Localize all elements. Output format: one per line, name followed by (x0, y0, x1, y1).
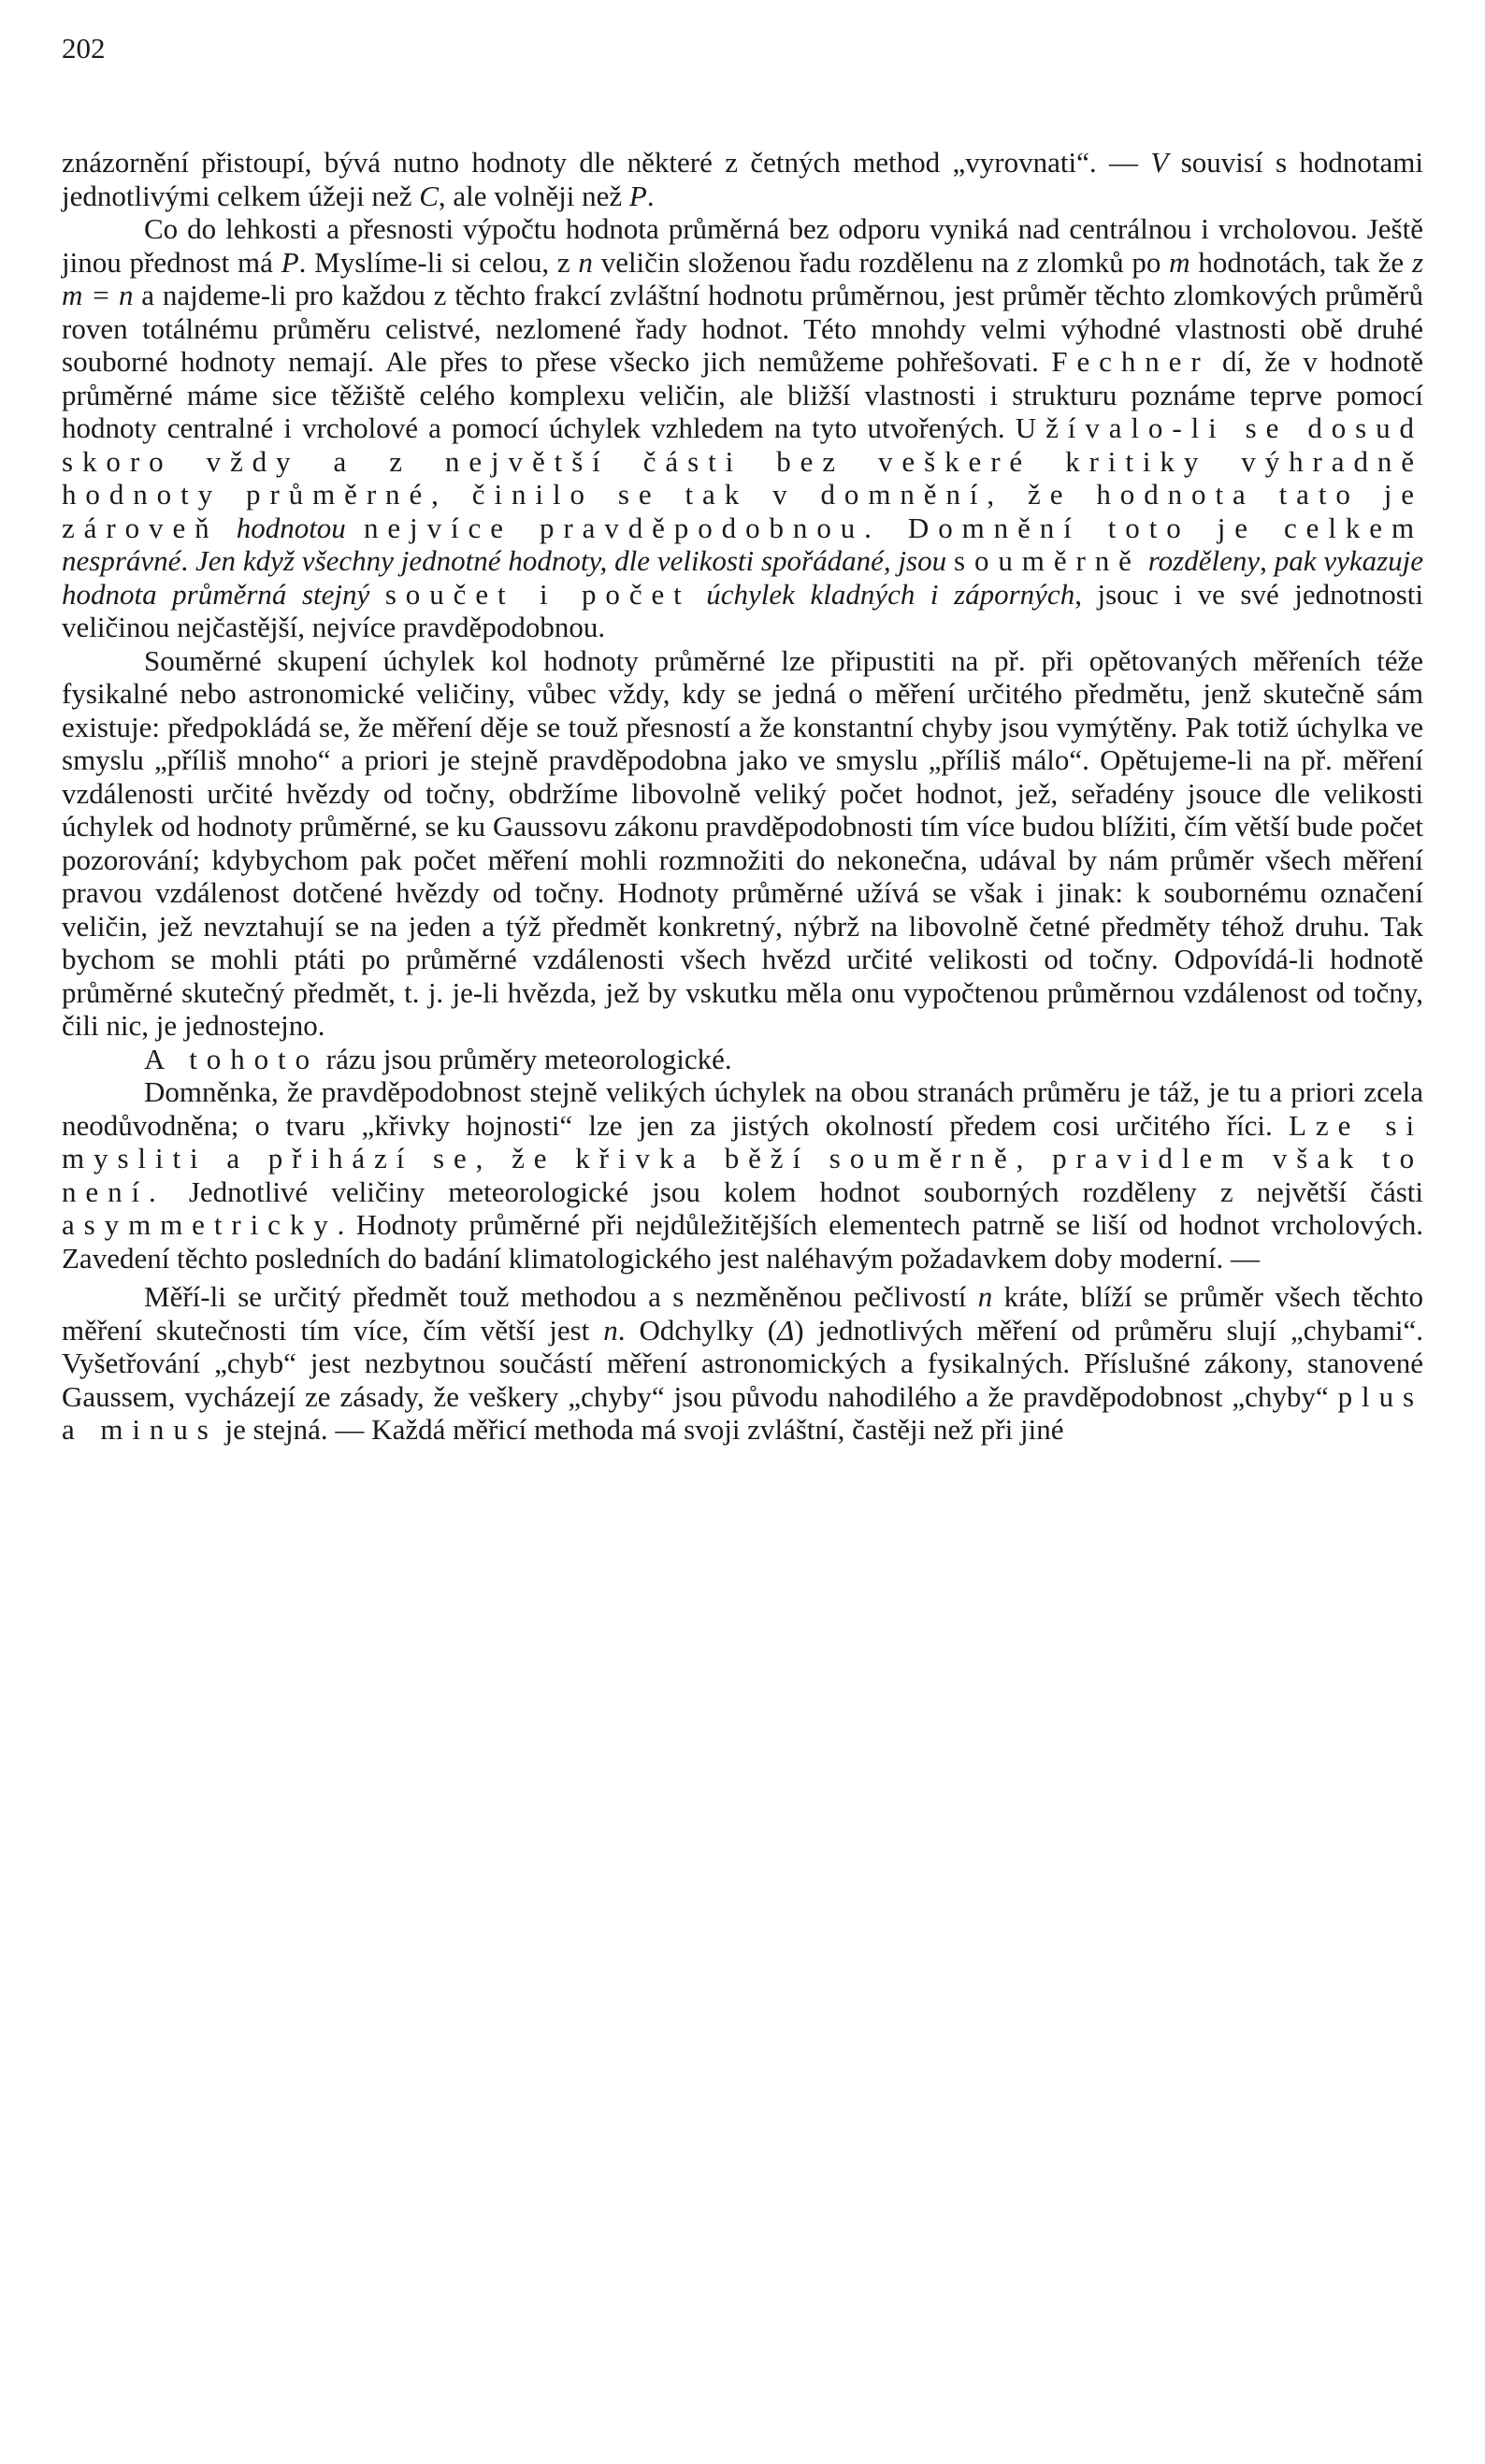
text-run (219, 512, 237, 544)
text-run: . (646, 179, 655, 212)
text-run: n (977, 1280, 993, 1313)
text-run: rozděleny (1147, 544, 1261, 577)
text-run: z m = n (62, 245, 1424, 311)
text-run: . Hodnoty průměrné při nejdůležitějších elementech patrně se liší od hodnot vrcholových. Zavedení těchto posledních do badání klimatologického jest naléhavým požadavkem doby moderní. — (62, 1208, 1423, 1275)
text-run: ) jednotlivých měření od průměru slují „chybami“. Vyšetřování „chyb“ jest nezbytnou součástí měření astronomických a fysikalných. Příslušné zákony, stanovené Gaussem, vycházejí ze zásady, že veškery „chyby“ jsou původu nahodilého a že pravděpodobnost „chyby“ (62, 1313, 1423, 1413)
text-run: . (180, 544, 196, 577)
text-run: . Odchylky ( (617, 1313, 778, 1347)
text-run: m (1169, 245, 1190, 279)
text-run: veličin složenou řadu rozdělenu na (592, 245, 1017, 279)
text-run: Δ (777, 1313, 795, 1347)
text-run (946, 544, 954, 577)
page-number: 202 (62, 32, 106, 65)
text-run: Jednotlivé veličiny meteorologické jsou kolem hodnot souborných rozděleny z největší části (165, 1174, 1423, 1208)
text-run: kráte, blíží se průměr všech těchto měření skutečnosti tím více, čím větší jest (62, 1280, 1423, 1347)
body-text (62, 146, 1423, 1447)
text-run: n (578, 245, 593, 279)
text-run: n (603, 1313, 618, 1347)
text-run: souměrně (953, 544, 1141, 577)
text-run: a najdeme-li pro každou z těchto frakcí zvláštní hodnotu průměrnou, jest průměr těchto zlomkových průměrů roven totálnému průměru celistvé, nezlomené řady hodnot. Této mnohdy velmi výhodné vlastnosti obě druhé souborné hodnoty nemají. Ale přes to přese všecko jich nemůžeme pohřešovati. (62, 279, 1424, 378)
text-run: , jsouc i ve své jednotnosti veličinou nejčastější, nejvíce pravděpodobnou. (62, 577, 1424, 643)
text-run: Měří-li se určitý předmět touž methodou a s nezměněnou pečlivostí (144, 1280, 978, 1313)
text-run: nejvíce pravděpodobnou. Domnění toto je celkem (363, 511, 1424, 544)
paragraph-4 (62, 1043, 1423, 1076)
text-run: asymmetricky (62, 1208, 338, 1241)
text-run: je stejná. — Každá měřicí methoda má svoji zvláštní, častěji než při jiné (217, 1413, 1064, 1446)
text-run: plus a minus (62, 1379, 1423, 1446)
text-run: znázornění přistoupí, bývá nutno hodnoty dle některé z četných method „vyrovnati“. — (62, 146, 1151, 179)
text-run: rázu jsou průměry meteorologické. (319, 1042, 732, 1075)
text-run: souvisí s hodnotami jednotlivými celkem úžeji než (62, 146, 1424, 212)
text-run: . Myslíme-li si celou, z (298, 245, 579, 279)
text-run: pak vykazuje hodnota průměrná stejný (62, 544, 1424, 611)
text-run: C (419, 179, 439, 212)
text-run: hodnotou (236, 511, 346, 544)
document-page (62, 28, 1423, 1447)
text-run: součet i počet (384, 577, 691, 611)
paragraph-5 (62, 1075, 1423, 1275)
text-run: Souměrné skupení úchylek kol hodnoty průměrné lze připustiti na př. při opětovaných měřeních téže fysikalné nebo astronomické veličiny, vůbec vždy, kdy se jedná o měření určitého předmětu, jenž skutečně sám existuje: předpokládá se, že měření děje se touž přesností a že konstantní chyby jsou vymýtěny. Pak totiž úchylka ve smyslu „příliš mnoho“ a priori je stejně pravděpodobna jako ve smyslu „příliš málo“. Opětujeme-li na př. měření vzdálenosti určité hvězdy od točny, obdržíme libovolně veliký počet hodnot, jež, seřadény jsouce dle velikosti úchylek od hodnoty průměrné, se ku Gaussovu zákonu pravděpodobnosti tím více budou blížiti, čím větší bude počet pozorování; kdybychom pak počet měření mohli rozmnožiti do nekonečna, udával by nám průměr všech měření pravou vzdálenost dotčené hvězdy od točny. Hodnoty průměrné užívá se však i jinak: k soubornému označení veličin, jež nevztahují se na jeden a týž předmět konkretný, nýbrž na libovolně četné předměty téhož druhu. Tak bychom se mohli ptáti po průměrné vzdálenosti všech hvězd určité velikosti od točny. Odpovídá-li hodnotě průměrné skutečný předmět, t. j. je-li hvězda, jež by vskutku měla onu vypočtenou průměrnou vzdálenost od točny, čili nic, je jednostejno. (62, 643, 1423, 1042)
text-run (369, 578, 385, 611)
text-run: P (628, 179, 647, 212)
paragraph-6 (62, 1280, 1423, 1447)
text-run (346, 512, 364, 544)
text-run: z (1016, 245, 1029, 279)
paragraph-1 (62, 146, 1423, 212)
text-run: , ale volněji než (438, 179, 629, 212)
text-run: P (281, 245, 299, 279)
text-run: Domněnka, že pravděpodobnost stejně velikých úchylek na obou stranách průměru je táž, je tu a priori zcela neodůvodněna; o tvaru „křivky hojnosti“ lze jen za jistých okolností předem cosi určitého říci. (62, 1075, 1423, 1142)
text-run: Užívalo-li se dosud skoro vždy a z největší části bez veškeré kritiky výhradně hodnoty průměrné, činilo se tak v domnění, že hodnota tato je zároveň (62, 411, 1423, 544)
paragraph-3 (62, 644, 1423, 1043)
text-run: dí, že v hodnotě průměrné máme sice těžiště celého komplexu veličin, ale bližší vlastnosti i strukturu poznáme teprve pomocí hodnoty centralné i vrcholové a pomocí úchylek vzhledem na tyto utvořených. (62, 345, 1423, 444)
text-run: , (1260, 544, 1275, 577)
text-run: Jen když všechny jednotné hodnoty, dle velikosti spořádané, jsou (195, 544, 947, 577)
text-run: Fechner (1051, 345, 1210, 378)
text-run: Co do lehkosti a přesnosti výpočtu hodnota průměrná bez odporu vyniká nad centrálnou i vrcholovou. Ještě jinou přednost má (62, 212, 1423, 279)
paragraph-2 (62, 212, 1423, 644)
text-run: zlomků po (1028, 245, 1170, 279)
text-run: hodnotách, tak že (1189, 245, 1412, 279)
text-run: nesprávné (62, 544, 181, 577)
text-run (691, 578, 707, 611)
text-run: Lze si mysliti a přihází se, že křivka běží souměrně, pravidlem však to není. (62, 1108, 1424, 1208)
text-run (1141, 544, 1148, 577)
text-run: úchylek kladných i záporných (706, 577, 1075, 611)
text-run: V (1150, 146, 1169, 179)
text-run: A tohoto (144, 1042, 320, 1075)
